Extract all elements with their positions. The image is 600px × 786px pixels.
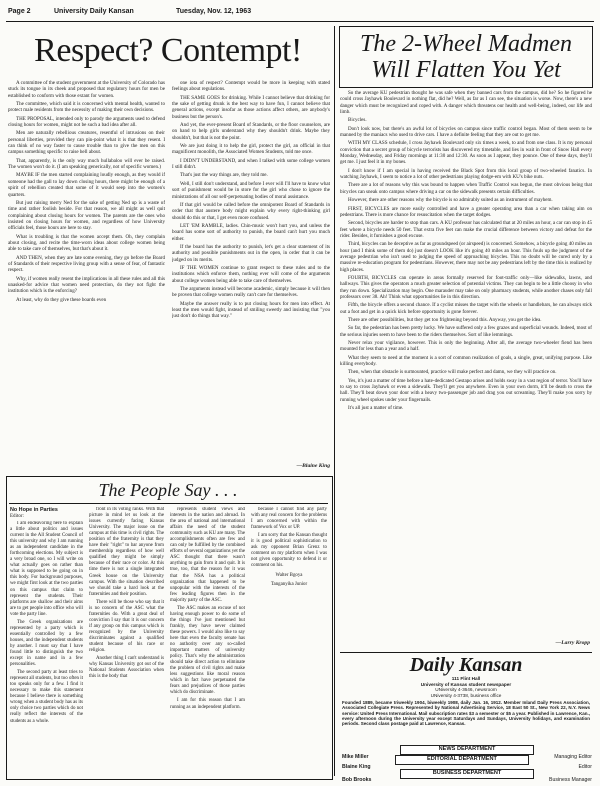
staff-name-miller: Mike Miller [342, 754, 369, 760]
paragraph: Maybe the answer really is to put closing hours for men into effect. At least the men would fight, instead of smiling sweetly and insisting that "you just don't do things that way." [172, 300, 330, 320]
page-number: Page 2 [8, 8, 31, 15]
paper-name: University Daily Kansan [54, 8, 134, 15]
paragraph: LET 'EM RAMBLE, ladies. Chin-music won't hurt you, and unless the board has some sort of authority to punish, the board can't hurt you much either. [172, 222, 330, 242]
paragraph: So the average KU pedestrian thought he was safe when they banned cars from the campus, did he? So he figured he could cross Jayhawk Boulevard in nothing flat, did he? Well, as far as I can see, the situation is worse. Now, there's a new danger which must be recognized and coped with. A danger which threatens our health and well-being, indeed, our life and limb. [340, 90, 592, 116]
staff-name-brooks: Bob Brooks [342, 777, 372, 783]
paragraph: The ASC makes an excuse of not having enough power to do some of the things I've just mentioned but frankly, they have never claimed these powers. I would also like to say here that even the faculty senate has no authority over any so-called important matters of university policy. That's why the administration should take direct action to eliminate the problem of civil rights and make less suggestions like moral reason which in fact have perpetuated the fears and prejudices of those parties which do discriminate. [170, 605, 245, 696]
paragraph: Third, bicycles can be deceptive as far as groundspeed (or airspeed) is concerned. Somehow, a bicycle going 40 miles an hour (and I think some of them do) just doesn't LOOK like it's going 40 miles an hour. This fouls up the judgment of the average pedestrian who isn't used to judging the speed of approaching bicycles. This no doubt will be cured only by a massive re-education program for pedestrians. However, there may not be any pedestrians left by the time this is realized by high places. [340, 241, 592, 273]
paragraph: The arguments instead will become academic, simply because it will then be proven that college women really can't care for themselves. [172, 285, 330, 299]
madmen-headline-line-2: Will Flatten You Yet [371, 57, 561, 83]
paragraph: Fifth, the bicycle offers a second chance. If a cyclist misses the target with the wheels or handlebars, he can always stick out a foot and get in a quick kick before opportunity is gone forever. [340, 302, 592, 315]
header-rule [6, 21, 594, 22]
letter-column-2 [89, 507, 164, 774]
paragraph: Never relax your vigilance, however. This is only the beginning. After all, the average two-wheeler fiend has been mounted for less than a year and a half. [340, 340, 592, 353]
letter-author: Walter Bgoya [275, 573, 303, 579]
paragraph: I am sorry that the Kansan thought it is good political sophistication to ask my opponent Brian Grenz to comment on my platform when I was not given opportunity to defend it or comment on his. [251, 533, 327, 569]
letter-column-1 [10, 521, 83, 774]
paragraph: MAYBE IF the men started complaining loudly enough, as they would if someone had the gall to lay down closing hours, there might be enough of a spirit of rebellion created that some of it would seep into the women's quarters. [8, 172, 165, 198]
masthead-logo: Daily Kansan [409, 654, 523, 676]
editorial-signature: —Blaine King [296, 463, 330, 469]
paragraph: And yet, the ever-present Board of Standards, or the floor counselors, are on hand to help girls understand why they shouldn't drink. Maybe they shouldn't, but that is not the point. [172, 122, 330, 141]
staff-name-king: Blaine King [342, 764, 371, 770]
paragraph: What they seem to need at the moment is a sort of common realization of goals, a single, great, unifying purpose. Like killing everybody. [340, 354, 592, 368]
letters-title-rule [9, 503, 328, 504]
masthead-body: Founded 1889, became triweekly 1904, biweekly 1908, daily Jan. 16, 1912. Member Inland Daily Press Association, Associated Collegiate Press. Represented by National Advertising Service, 18 East 50 St., New York 22, N.Y. News service: United Press International. Mail subscription rates $3 a semester or $5 a year. Published in Lawrence, Kan., every afternoon during the University year except Saturdays and Sundays, University holidays, and examination periods. Second class postage paid at Lawrence, Kansas. [342, 700, 590, 727]
masthead-line-2: UNiversity 4-3646, newsroom [435, 687, 497, 693]
news-dept-label: NEWS DEPARTMENT [400, 745, 534, 755]
madmen-signature: —Larry Kropp [555, 640, 590, 646]
masthead-line-1: University of Kansas student newspaper [420, 681, 512, 687]
paragraph: Why, if women really resent the implications in all these rules and all this unasked-for advice that women need protection, do they not fight the institution which is the enforcing? [8, 275, 165, 295]
paragraph: WITH MY CLASS schedule, I cross Jayhawk Boulevard only six times a week, to and from one class. It is my personal conviction that a secret group of bicycle terrorists has discovered my timetable, and lies in wait in front of Snow Hall every Monday, Wednesday, and Friday mornings at 11:30 and 12:30. As soon as I appear, they pounce. One of these days, they'll get me. I just feel it in my bones. [340, 140, 592, 166]
staff-title-editor: Editor [578, 764, 592, 770]
paragraph: The second party at least tries to represent all students, but too often it too speaks only for a few. I find it necessary to make this statement because I believe there is something wrong when a student body has as its only choice two parties which do not really reflect the interests of the students as a whole. [10, 670, 83, 724]
paragraph: represents student views and interests in the nation and abroad. In the area of national and international affairs the need of the student community such as KU are many. The accomplishments often are few and can only be fulfilled by the combined efforts of several organizations yet the ASC thought that there wasn't anything to gain from it and quit. It is true, too, that the reason for it was that the NSA has a political organization that happened to be unpopular with the interests of the few leading figures then in the majority party of the ASC. [170, 507, 245, 603]
paragraph: If that girl would be called before the omnipotent Board of Standards in order that that austere body might explain why every right-thinking girl should do this or that, I get even more confused. [172, 201, 330, 221]
paragraph: FOURTH, BICYCLES can operate in areas formally reserved for foot-traffic only—like sidewalks, lawns, and hallways. This gives the operators a much greater selection of potential victims. They can begin to be a little choosy in who they run down. Specialization may begin. One marauder may take on only pharmacy students, while another chases only fall professors over 38. Ah! Think what opportunities lie in this direction. [340, 274, 592, 300]
paragraph: Well, I still don't understand, and before I ever will I'll have to know what sort of punishment would be in store for the girl who chose to ignore the ministrations of all our self-perpetuating bodies of moral assistance. [172, 180, 330, 200]
paragraph: That's just the way things are, they told me. [180, 172, 268, 179]
masthead-line-3: UNiversity 4-3738, business office [430, 692, 502, 698]
paragraph: I don't know if I am special in having received the Black Spot from this local group of two-wheeled fanatics. In watching Jayhawk, I seem to notice a lot of other pedestrians playing dodge-em with KU's bike nuts. [340, 167, 592, 181]
paragraph: Men are naturally rebellious creatures, resentful of intrusions on their personal liberties, provided they can pin-point what it is that they resent. I can think of no way faster to cause trouble than to give the men on this campus something specific to raise hell about. [8, 130, 165, 156]
page-header [6, 6, 594, 20]
letter-author-title: Tanganyika Junior [270, 581, 308, 587]
paragraph: FIRST, BICYCLES are more easily controlled and have a greater operating area than a car when taking aim on pedestrians. There is more chance for resuscitation when the target dodges. [340, 205, 592, 218]
paragraph: But just raising merry Ned for the sake of getting Ned up is a waste of time and rather foolish beside. For that reason, we all might as well quit complaining about closing hours for women. The parents are the ones who insisted on closing hours for women, and regardless of how University officials feel, those hours are here to stay. [8, 199, 165, 232]
paragraph: Another thing I can't understand is why Kansas University got out of the National Students Association when this is the body that [89, 656, 164, 680]
madmen-body [340, 90, 592, 638]
letter-salutation: Editor: [10, 514, 24, 519]
paragraph: one iota of respect? Contempt would be more in keeping with stated feelings about regulations. [172, 80, 330, 93]
letter-column-4 [251, 507, 327, 774]
editorial-headline: Respect? Contempt! [34, 32, 302, 69]
paragraph: I DIDN'T UNDERSTAND, and when I talked with some college women I still didn't. [172, 157, 330, 171]
masthead-address: 111 Flint Hall [451, 676, 481, 681]
paragraph: I am for this reason that I am running as an independent platform. [170, 698, 245, 710]
paragraph: However, there are other reasons why the bicycle is so admirably suited as an instrument of mayhem. [348, 197, 553, 204]
madmen-headline-box [339, 26, 593, 88]
paragraph: THE SAME GOES for drinking. While I cannot believe that drinking for the sake of getting drunk is the best way to have fun, I cannot believe that general actions, except insofar as those actions affect others, are anybody's business but the person's. [172, 94, 330, 120]
paragraph: I am endeavoring here to explain a little about politics and issues current in the All Student Council of this university and why I am running as an independent candidate in the forthcoming elections. My subject is a very broad one, so I will write on what actually goes on rather than what is supposed to be going on in this body. For background purposes, we might first look at the two parties on this campus that claim to represent the students. Their platforms are shallow and their aims are to get people into office who will vote the party line. [10, 521, 83, 617]
editorial-column-1 [8, 80, 165, 472]
paragraph: There are a lot of reasons why this was bound to happen when Traffic Control was begun, the most obvious being that bicycles can sneak onto campus where driving a car on the sidewalk presents certain difficulties. [340, 182, 592, 195]
paragraph: At least, why do they give these boards even [16, 296, 107, 303]
paragraph: Yes, it's just a matter of time before a hate-dedicated Gestapo arises and holds sway in a vast region of terror. You'll have to say to cross Jayhawk or even a sidewalk. They'll get you anywhere. Even in your own dorm, it'll be death to cross the hall. They'll beat down your door with a heavy two-passenger job and drag you out screaming. They'll make you sorry by running wheel spokes under your fingernails. [340, 377, 592, 403]
paragraph: Second, bicycles are harder to stop than cars. A KU professor has calculated that at 20 miles an hour, a car can stop in 45 feet where a bicycle needs 50 feet. That extra five feet can make the crucial difference between victory and defeat for the rider. Besides, it furnishes a good excuse. [340, 220, 592, 239]
paragraph: Then, when that obstacle is surmounted, practice will make perfect and damn, we they will practice on. [348, 369, 557, 376]
paragraph: IF THE WOMEN continue to grant respect to these rules and to the institutions which enforce them, nothing ever will come of the arguments about college women being able to take care of themselves. [172, 264, 330, 284]
paragraph: So far, the pedestrian has been pretty lucky. We have suffered only a few grazes and superficial wounds. Indeed, most of the serious injuries seem to have been to the riders themselves. Sort of like lemmings. [340, 325, 592, 338]
paragraph: Bicycles. [348, 117, 367, 124]
letter-column-3 [170, 507, 245, 774]
editorial-dept-label: EDITORIAL DEPARTMENT [395, 755, 529, 765]
business-dept-label: BUSINESS DEPARTMENT [400, 769, 534, 779]
madmen-headline-line-1: The 2-Wheel Madmen [360, 31, 572, 57]
paragraph: It's all just a matter of time. [348, 405, 404, 412]
column-divider [334, 26, 335, 776]
paragraph: We are just doing it to help the girl, protect the girl, an official in that magnificent monolith, the Associated Women Students, told me once. [172, 143, 330, 156]
paragraph: If the board has the authority to punish, let's get a clear statement of its authority and possible punishments out in the open, in order that it can be judged on its merits. [172, 243, 330, 263]
letter-heading: No Hope in Parties [10, 507, 58, 513]
paragraph: A committee of the student government at the University of Colorado has stuck its tongue in its cheek and proposed that regulatory hours for men be established to conform with those extant for women. [8, 80, 165, 99]
paragraph: There are other possibilities, but they get too frightening beyond this. Anyway, you get the idea. [348, 317, 542, 323]
paragraph: front in its voting ranks. With that picture in mind let us look at the issues currently facing Kansas University. The major issue on the campus at this time is civil rights. The position of the fraternity is that they have their "right" to bar anyone from membership regardless of how well qualified they might be simply because of their race or color. At this time there is not a single integrated Greek house on the University campus. With the situation described we should take a hard look at the fraternities and their position. [89, 507, 164, 597]
paragraph: What is troubling is that the women accept them. Oh, they complain about closing, and recite the time-worn ideas about college women being able to take care of themselves, but that's about it. [8, 233, 165, 253]
paragraph: There will be those who say that it is no concern of the ASC what the fraternities do. With a great deal of conviction I say that it is our concern if any group on this campus which is recognized by the University discriminates against a qualified student because of his race or religion. [89, 599, 164, 654]
paragraph: because I cannot find any party with any real concern for the problems I am concerned with within the framework of Vox or UP. [251, 507, 327, 531]
masthead-info [340, 676, 592, 700]
paragraph: Don't look now, but there's an awful lot of bicycles on campus since traffic control began. Most of them seem to be manned by the maniacs who used to drive cars. I have a definite feeling that they are out to get me. [340, 125, 592, 139]
paragraph: That, apparently, is the only way much hullabaloo will ever be raised. The women won't do it. (I am speaking generically, not of specific women.) [8, 157, 165, 171]
paragraph: The committee, which said it is concerned with mental health, wanted to protect male residents from the necessity of making their own decisions. [8, 101, 165, 114]
issue-date: Tuesday, Nov. 12, 1963 [176, 8, 252, 15]
letters-title: The People Say . . . [98, 480, 238, 500]
editorial-column-2 [172, 80, 330, 462]
staff-title-business-manager: Business Manager [549, 777, 592, 783]
paragraph: The Greek organizations are represented by a party which is essentially controlled by a few houses, and the independent students by another. I must say that I have found little to distinguish the two except in name and in a few personalities. [10, 619, 83, 668]
paragraph: THE PROPOSAL, intended only to parody the arguments used to defend closing hours for women, might not be such a bad idea after all. [8, 115, 165, 129]
paragraph: AND THEN, when they are late some evening, they go before the Board of Standards of their respective living group with a sense of fear, of fantastic respect. [8, 254, 165, 274]
staff-title-managing-editor: Managing Editor [554, 754, 592, 760]
masthead-top-rule [340, 652, 592, 653]
